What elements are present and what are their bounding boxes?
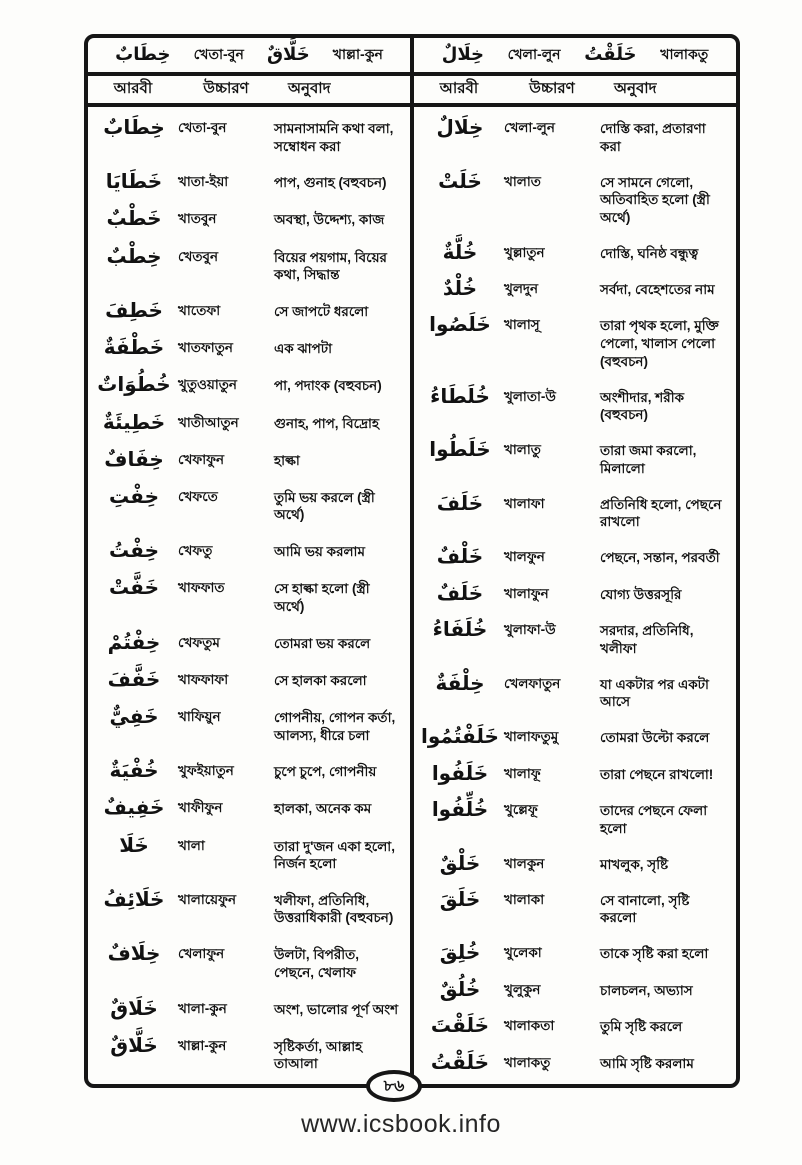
pronunciation-text: খালাফূ xyxy=(504,765,541,781)
entry-row xyxy=(414,940,736,964)
arabic-word: خَلَصُوا xyxy=(429,312,491,337)
arabic-word: خُلِّفُوا xyxy=(431,796,489,821)
entry-row xyxy=(88,704,410,745)
header-translation-right: অনুবাদ xyxy=(614,80,657,97)
entry-row xyxy=(88,758,410,782)
guide-first-pron-left: খেতা-বুন xyxy=(193,46,244,62)
arabic-word: خُلَّةٌ xyxy=(442,239,478,264)
entry-row xyxy=(88,298,410,322)
entry-row xyxy=(414,437,736,478)
arabic-word: خَلَتْ xyxy=(438,168,482,193)
arabic-word: خَطْفَةٌ xyxy=(103,335,165,360)
pronunciation-text: খাফীফুন xyxy=(178,800,223,816)
entry-row xyxy=(88,1033,410,1074)
arabic-word: خَلَطُوا xyxy=(429,437,491,462)
translation-text: দোস্তি, ঘনিষ্ঠ বন্ধুত্ব xyxy=(600,245,699,261)
entry-row xyxy=(88,833,410,874)
entry-row xyxy=(414,384,736,425)
pronunciation-text: খুলাতা-উ xyxy=(504,388,556,404)
pronunciation-text: খুলেকা xyxy=(504,945,542,961)
translation-text: অংশীদার, শরীক (বহুবচন) xyxy=(600,389,685,423)
pronunciation-text: খাফফাফা xyxy=(178,671,229,687)
translation-text: আমি সৃষ্টি করলাম xyxy=(600,1055,694,1071)
pronunciation-text: খালাফতুমু xyxy=(504,729,559,745)
guide-first-arabic-right: خِلَالٌ xyxy=(441,44,484,65)
translation-text: সরদার, প্রতিনিধি, খলীফা xyxy=(600,623,694,656)
arabic-word: خَلَفَ xyxy=(436,490,484,515)
entry-row xyxy=(88,335,410,359)
column-headers-right xyxy=(410,76,736,103)
arabic-word: خَطِفَ xyxy=(105,297,163,322)
arabic-word: خُلِقَ xyxy=(439,940,481,965)
entry-row xyxy=(88,244,410,285)
pronunciation-text: খেফতে xyxy=(178,488,218,504)
entry-row xyxy=(88,115,410,156)
pronunciation-text: খাতফাতুন xyxy=(178,340,233,356)
arabic-word: خَلَا xyxy=(119,832,149,857)
guide-right xyxy=(410,38,736,72)
translation-text: তোমরা উল্টো করলে xyxy=(600,730,710,746)
arabic-word: خَلَّاقٌ xyxy=(110,1032,158,1057)
translation-text: সামনাসামনি কথা বলা, সম্বোধন করা xyxy=(274,121,394,154)
arabic-word: خَلَائِفُ xyxy=(103,886,165,911)
pronunciation-text: খালা xyxy=(178,837,205,853)
entry-row xyxy=(414,240,736,264)
arabic-word: خَطْبٌ xyxy=(106,206,162,231)
pronunciation-text: খাতবুন xyxy=(178,211,217,227)
translation-text: অবস্থা, উদ্দেশ্য, কাজ xyxy=(274,212,385,228)
pronunciation-text: খেলফাতুন xyxy=(504,675,561,691)
arabic-word: خِلْفَةٌ xyxy=(435,670,485,695)
arabic-word: خِفْتِ xyxy=(109,483,159,508)
translation-text: খলীফা, প্রতিনিধি, উত্তরাধিকারী (বহুবচন) xyxy=(274,892,394,926)
translation-text: অংশ, ভালোর পূর্ণ অংশ xyxy=(274,1001,399,1017)
pronunciation-text: খাফিয়ুন xyxy=(178,709,221,724)
translation-text: বিয়ের পয়গাম, বিয়ের কথা, সিদ্ধান্ত xyxy=(274,249,387,283)
translation-text: পেছনে, সন্তান, পরবর্তী xyxy=(600,550,720,566)
translation-text: সে সামনে গেলো, অতিবাহিত হলো (স্ত্রী অর্থে) xyxy=(600,174,710,225)
arabic-word: خِلَافٌ xyxy=(107,941,161,966)
pronunciation-text: খেফতু xyxy=(178,543,213,559)
arabic-word: خَلَفْتُمُوا xyxy=(421,724,499,749)
arabic-word: خَلْقٌ xyxy=(439,850,481,875)
entry-row xyxy=(414,1013,736,1037)
entry-row xyxy=(88,630,410,654)
arabic-word: خَطَايَا xyxy=(105,169,163,194)
translation-text: পা, পদাংক (বহুবচন) xyxy=(274,378,382,394)
pronunciation-text: খালাকতা xyxy=(504,1018,555,1034)
arabic-word: خُفْيَةٌ xyxy=(109,758,159,783)
translation-text: চুপে চুপে, গোপনীয় xyxy=(274,764,377,780)
guide-first-arabic-left: خِطَابٌ xyxy=(115,44,171,65)
translation-text: তারা জমা করলো, মিলালো xyxy=(600,443,697,476)
pronunciation-text: খুফইয়াতুন xyxy=(178,763,234,779)
arabic-word: خَلَقْتَ xyxy=(430,1013,490,1038)
translation-text: তাকে সৃষ্টি করা হলো xyxy=(600,946,709,962)
translation-text: দোস্তি করা, প্রতারণা করা xyxy=(600,121,706,154)
guide-last-arabic-right: خَلَقْتُ xyxy=(584,44,637,65)
translation-text: মাখলুক, সৃষ্টি xyxy=(600,856,669,872)
arabic-word: خَلْفٌ xyxy=(436,544,484,569)
arabic-word: خَلَفُوا xyxy=(431,760,489,785)
column-headers-left xyxy=(88,76,410,103)
pronunciation-text: খালাতু xyxy=(504,442,541,458)
translation-text: প্রতিনিধি হলো, পেছনে রাখলো xyxy=(600,496,722,530)
arabic-word: خَلَقْتُ xyxy=(430,1049,490,1074)
entry-row xyxy=(88,667,410,691)
pronunciation-text: খালকুন xyxy=(504,855,545,871)
translation-text: হালকা, অনেক কম xyxy=(274,801,372,817)
entry-row xyxy=(414,169,736,228)
translation-text: উলটা, বিপরীত, পেছনে, খেলাফ xyxy=(274,947,360,980)
entries-area xyxy=(88,107,736,1084)
entry-row xyxy=(414,671,736,712)
entry-row xyxy=(88,372,410,396)
column-header-row xyxy=(88,76,736,107)
pronunciation-text: খালাফা xyxy=(504,495,545,511)
translation-text: তারা পেছনে রাখলো! xyxy=(600,766,714,782)
pronunciation-text: খেতবুন xyxy=(178,248,219,264)
pronunciation-text: খালা-কুন xyxy=(178,1000,227,1016)
translation-text: তুমি ভয় করলে (স্ত্রী অর্থে) xyxy=(274,489,375,523)
entry-row xyxy=(414,312,736,371)
arabic-word: خَفَّفَ xyxy=(107,666,161,691)
pronunciation-text: খেফাফুন xyxy=(178,451,225,467)
arabic-word: خَفَّتْ xyxy=(109,575,159,600)
pronunciation-text: খালাসূ xyxy=(504,317,540,333)
pronunciation-text: খালাফুন xyxy=(504,585,549,601)
entry-row xyxy=(88,206,410,230)
translation-text: গুনাহ, পাপ, বিদ্রোহ xyxy=(274,415,380,431)
entry-row xyxy=(88,575,410,616)
pronunciation-text: খুলুকুন xyxy=(504,981,541,997)
translation-text: আমি ভয় করলাম xyxy=(274,544,365,560)
entry-row xyxy=(414,851,736,875)
entry-row xyxy=(88,887,410,928)
translation-text: এক ঝাপটা xyxy=(274,341,333,357)
header-arabic-left: আরবী xyxy=(113,80,153,97)
translation-text: হাল্কা xyxy=(274,452,300,468)
entries-column-right xyxy=(410,107,736,1084)
guide-first-pron-right: খেলা-লুন xyxy=(507,46,561,62)
translation-text: তোমরা ভয় করলে xyxy=(274,635,371,651)
page-number-badge: ৮৬ xyxy=(366,1070,422,1102)
dictionary-table xyxy=(84,34,740,1088)
arabic-word: خُلَطَاءُ xyxy=(430,383,490,408)
entry-row xyxy=(414,491,736,532)
translation-text: সে হাল্কা হলো (স্ত্রী অর্থে) xyxy=(274,581,370,614)
entry-row xyxy=(414,887,736,928)
translation-text: সৃষ্টিকর্তা, আল্লাহ তাআলা xyxy=(274,1038,363,1072)
arabic-word: خِلَالٌ xyxy=(436,115,484,139)
entry-row xyxy=(414,1050,736,1074)
translation-text: সে বানালো, সৃষ্টি করলো xyxy=(600,892,690,926)
guide-word-row xyxy=(88,38,736,76)
entry-row xyxy=(414,276,736,300)
translation-text: গোপনীয়, গোপন কর্তা, আলস্য, ধীরে চলা xyxy=(274,710,396,743)
arabic-word: خُلْدٌ xyxy=(442,276,478,301)
translation-text: সর্বদা, বেহেশতের নাম xyxy=(600,282,715,298)
translation-text: তারা পৃথক হলো, মুক্তি পেলো, খালাস পেলো (বহুবচন) xyxy=(600,318,719,369)
entry-row xyxy=(414,581,736,605)
pronunciation-text: খাফফাত xyxy=(178,580,225,596)
pronunciation-text: খালাত xyxy=(504,173,541,189)
translation-text: যোগ্য উত্তরসূরি xyxy=(600,586,682,602)
guide-last-arabic-left: خَلَّاقٌ xyxy=(266,44,310,65)
arabic-word: خِطَابٌ xyxy=(103,115,165,139)
entry-row xyxy=(414,544,736,568)
entry-row xyxy=(414,761,736,785)
header-pronunciation-right: উচ্চারণ xyxy=(529,80,575,97)
pronunciation-text: খালাকতু xyxy=(504,1054,551,1070)
entry-row xyxy=(88,169,410,193)
pronunciation-text: খেফতুম xyxy=(178,634,220,650)
entry-row xyxy=(88,410,410,434)
pronunciation-text: খেতা-বুন xyxy=(178,120,227,135)
arabic-word: خَطِيئَةٌ xyxy=(102,409,166,434)
entry-row xyxy=(88,538,410,562)
pronunciation-text: খেলাফুন xyxy=(178,946,225,962)
pronunciation-text: খালফুন xyxy=(504,549,545,565)
watermark-text: www.icsbook.info xyxy=(301,1110,501,1138)
arabic-word: خَفِيفٌ xyxy=(103,795,165,820)
arabic-word: خُلَفَاءُ xyxy=(432,617,488,642)
header-pronunciation-left: উচ্চারণ xyxy=(203,80,249,97)
translation-text: পাপ, গুনাহ (বহুবচন) xyxy=(274,175,387,191)
entry-row xyxy=(414,115,736,156)
translation-text: তুমি সৃষ্টি করলে xyxy=(600,1019,683,1035)
header-translation-left: অনুবাদ xyxy=(288,80,331,97)
pronunciation-text: খেলা-লুন xyxy=(504,120,555,135)
arabic-word: خَفِيٌّ xyxy=(109,704,159,728)
pronunciation-text: খুলদুন xyxy=(504,281,539,297)
pronunciation-text: খালায়েফুন xyxy=(178,891,237,907)
pronunciation-text: খুল্লাতুন xyxy=(504,244,545,260)
arabic-word: خِطْبٌ xyxy=(106,243,162,268)
header-arabic-right: আরবী xyxy=(439,80,479,97)
entry-row xyxy=(88,447,410,471)
entry-row xyxy=(414,797,736,838)
pronunciation-text: খাতা-ইয়া xyxy=(178,174,229,190)
entry-row xyxy=(88,795,410,819)
pronunciation-text: খাল্লা-কুন xyxy=(178,1037,227,1053)
pronunciation-text: খুতুওয়াতুন xyxy=(178,377,237,393)
arabic-word: خَلَفٌ xyxy=(436,580,484,605)
guide-left xyxy=(88,38,410,72)
pronunciation-text: খাতীআতুন xyxy=(178,414,239,430)
arabic-word: خَلَاقٌ xyxy=(110,995,158,1020)
entry-row xyxy=(88,996,410,1020)
guide-last-pron-right: খালাকতু xyxy=(660,46,709,62)
translation-text: তাদের পেছনে ফেলা হলো xyxy=(600,802,708,836)
entry-row xyxy=(414,617,736,658)
entry-row xyxy=(88,484,410,525)
arabic-word: خِفَافٌ xyxy=(104,446,164,471)
translation-text: যা একটার পর একটা আসে xyxy=(600,676,709,710)
entry-row xyxy=(88,941,410,982)
arabic-word: خَلَقَ xyxy=(439,886,481,911)
pronunciation-text: খালাকা xyxy=(504,891,545,907)
translation-text: চালচলন, অভ্যাস xyxy=(600,982,693,998)
pronunciation-text: খুল্লেফূ xyxy=(504,801,538,817)
translation-text: তারা দু'জন একা হলো, নির্জন হলো xyxy=(274,838,395,872)
arabic-word: خِفْتُمْ xyxy=(107,629,161,654)
arabic-word: خُلُقٌ xyxy=(439,976,481,1001)
entry-row xyxy=(414,724,736,748)
translation-text: সে জাপটে ধরলো xyxy=(274,303,369,319)
entry-row xyxy=(414,977,736,1001)
pronunciation-text: খাতেফা xyxy=(178,302,221,318)
arabic-word: خِفْتُ xyxy=(109,538,159,563)
translation-text: সে হালকা করলো xyxy=(274,672,367,688)
arabic-word: خُطُوَاتٌ xyxy=(97,372,171,397)
entries-column-left xyxy=(88,107,410,1084)
guide-last-pron-left: খাল্লা-কুন xyxy=(332,46,383,62)
pronunciation-text: খুলাফা-উ xyxy=(504,622,556,638)
